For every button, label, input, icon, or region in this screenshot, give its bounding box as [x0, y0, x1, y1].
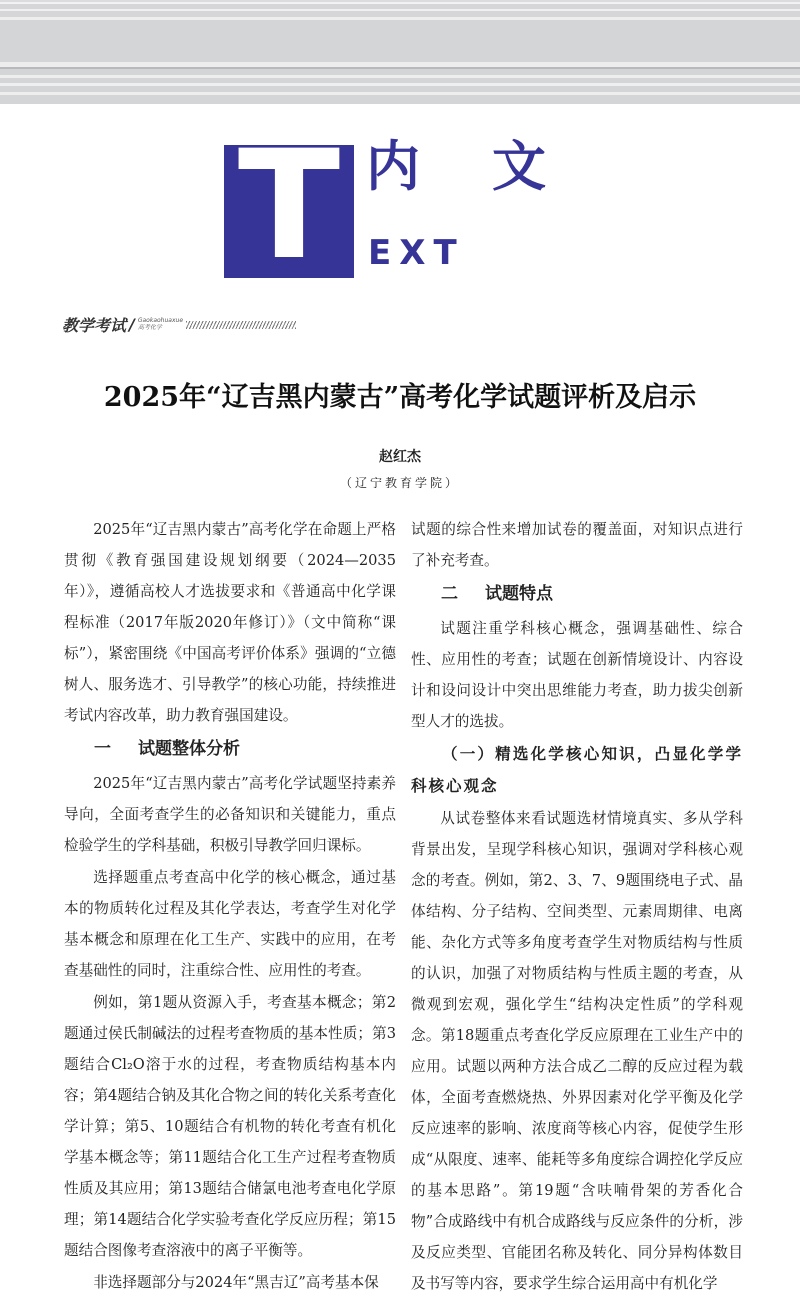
- logo-ext: EXT: [368, 233, 465, 273]
- section-title: 试题整体分析: [138, 739, 240, 759]
- text-logo-box: [224, 145, 354, 278]
- header-band: [0, 0, 800, 104]
- paragraph: 2025年“辽吉黑内蒙古”高考化学试题坚持素养导向，全面考查学生的必备知识和关键能力，重点检验学生的学科基础，积极引导教学回归课标。: [64, 775, 396, 854]
- hatch-decoration: [186, 321, 296, 329]
- paragraph: 2025年“辽吉黑内蒙古”高考化学在命题上严格贯彻《教育强国建设规划纲要（2024—2035年）》，遵循高校人才选拔要求和《普通高中化学课程标准（2017年版2020年修订）》（文中简称“课标”），紧密围绕《中国高考评价体系》强调的“立德树人、服务选才、引导教学”的核心功能，持续推进考试内容改革，助力教育强国建设。: [64, 521, 396, 724]
- paragraph: 例如，第1题从资源入手，考查基本概念；第2题通过侯氏制碱法的过程考查物质的基本性质；第3题结合Cl₂O溶于水的过程，考查物质结构基本内容；第4题结合钠及其化合物之间的转化关系考查化学计算；第5、10题结合有机物的转化考查有机化学基本概念等；第11题结合化工生产过程考查物质性质及其应用；第13题结合储氯电池考查电化学原理；第14题结合化学实验考查化学反应历程；第15题结合图像考查溶液中的离子平衡等。: [64, 994, 396, 1259]
- author: 赵红杰: [379, 449, 421, 465]
- paragraph: 从试卷整体来看试题选材情境真实、多从学科背景出发，呈现学科核心知识，强调对学科核心观念的考查。例如，第2、3、7、9题围绕电子式、晶体结构、分子结构、空间类型、元素周期律、电离能、杂化方式等多角度考查学生对物质结构与性质的认识，加强了对物质结构与性质主题的考查，从微观到宏观，强化学生“结构决定性质”的学科观念。第18题重点考查化学反应原理在工业生产中的应用。试题以两种方法合成乙二醇的反应过程为载体，全面考查燃烧热、外界因素对化学平衡及化学反应速率的影响、浓度商等核心内容，促使学生形成“从限度、速率、能耗等多角度综合调控化学反应的基本思路”。第19题“含呋喃骨架的芳香化合物”合成路线中有机合成路线与反应条件的分析，涉及反应类型、官能团名称及转化、同分异构体数目及书写等内容，要求学生综合运用高中有机化学: [411, 810, 743, 1292]
- paragraph: 非选择题部分与2024年“黑吉辽”高考基本保: [93, 1274, 379, 1291]
- column-pinyin: Gaokaohuaxue: [137, 316, 184, 324]
- logo-letter: T: [237, 145, 341, 278]
- left-column: [64, 514, 396, 1298]
- article-title: 2025年“辽吉黑内蒙古”高考化学试题评析及启示: [103, 382, 697, 413]
- section-heading: [64, 733, 396, 766]
- affiliation: （辽宁教育学院）: [339, 476, 460, 490]
- paragraph: 选择题重点考查高中化学的核心概念，通过基本的物质转化过程及其化学表达，考查学生对化学基本概念和原理在化工生产、实践中的应用，在考查基础性的同时，注重综合性、应用性的考查。: [64, 869, 396, 979]
- column-sub-cn: 高考化学: [137, 323, 162, 331]
- section-heading: [411, 578, 743, 611]
- section-number: 一: [94, 739, 111, 759]
- logo-cn-2: 文: [492, 135, 546, 198]
- column-sub: [138, 318, 183, 331]
- subsection-heading: （一）精选化学核心知识，凸显化学学科核心观念: [411, 745, 743, 795]
- section-number: 二: [441, 584, 458, 604]
- right-column: [411, 514, 743, 1299]
- logo-cn-1: 内: [366, 135, 420, 198]
- paragraph: 试题的综合性来增加试卷的覆盖面，对知识点进行了补充考查。: [411, 521, 743, 569]
- column-head: 教学考试 / Gaokaohuaxue 高考化学: [62, 313, 296, 336]
- paragraph: 试题注重学科核心概念，强调基础性、综合性、应用性的考查；试题在创新情境设计、内容设计和设问设计中突出思维能力考查，助力拔尖创新型人才的选拔。: [411, 620, 743, 730]
- section-title: 试题特点: [485, 584, 553, 604]
- column-name: 教学考试: [62, 316, 127, 335]
